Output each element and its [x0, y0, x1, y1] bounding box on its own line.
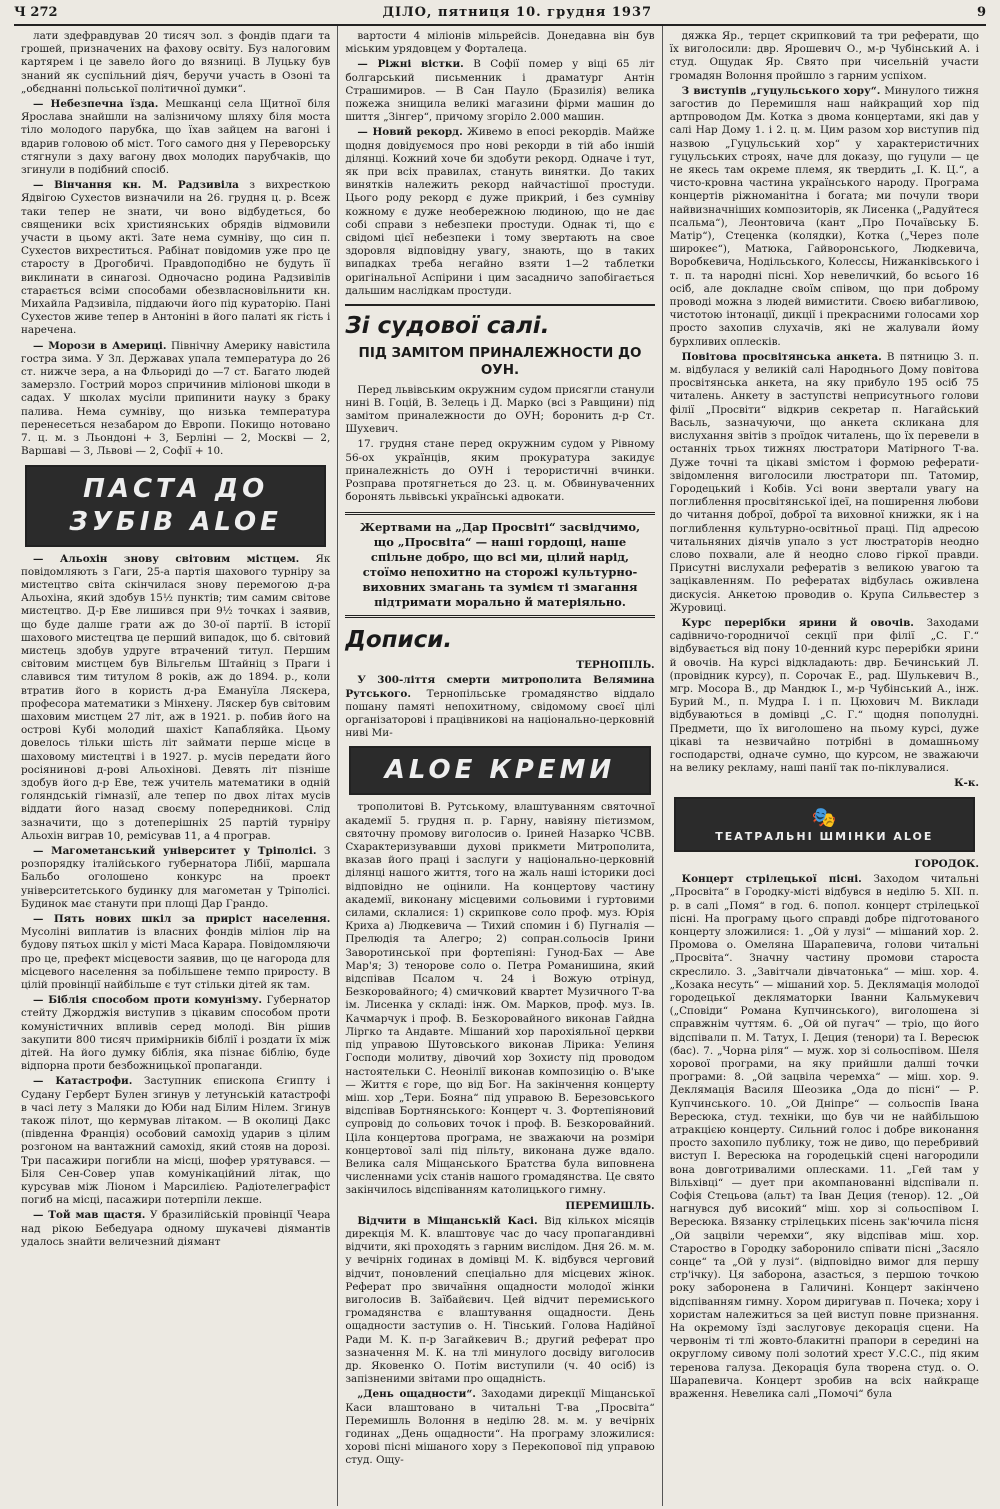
article: [21, 179, 330, 337]
article-text: вартости 4 міліонів мільрейсів. Донедавна він був міським урядовцем у Форталеца.: [345, 30, 655, 56]
dateline: ГОРОДОК.: [914, 857, 979, 870]
article-headline: — Біблія способом проти комунізму.: [33, 994, 262, 1007]
divider: [345, 304, 654, 306]
article-headline: „День ощадности“.: [357, 1388, 476, 1401]
article-text: Мусоліні виплатив із власних фондів міліон лір на будову пятьох шкіл у місті Маса Карара. Повідомляючи про це, префект місцевости заявив, що це нагорода для місцевого населення за побільшене темпо приросту. В цілій провінції найбільше є тут стільки дітей як там.: [21, 926, 331, 992]
article: [345, 1388, 654, 1467]
column-3: [662, 26, 986, 1506]
article-text: У бразилійській провінції Чеара над рікою Бебедуара одному шукачеві діямантів удалось знайти величезний діямант: [21, 1209, 331, 1248]
masthead-title: ДІЛО, пятниця 10. грудня 1937: [382, 4, 653, 20]
article-headline: — Небезпечна їзда.: [33, 98, 159, 111]
appeal-box: Жертвами на „Дар Просвіті“ засвідчимо, що „Просвіта“ — наші гордощі, наше спільне добро, що всі ми, цілий нарід, стоїмо непохитно на сторожі культурно-виховних змагань та зумієм ті змагання підтримати морально й матеріяльно.: [345, 512, 654, 618]
dateline: ТЕРНОПІЛЬ.: [576, 659, 655, 672]
article-headline: — Ріжні вістки.: [357, 58, 464, 71]
article: [21, 553, 330, 843]
advertisement-theatre-makeup: [674, 797, 975, 852]
article-text: Заходами дирекції Міщанської Каси влаштовано в читальні Т-ва „Просвіта“ Перемишль Волоння в неділю 28. м. м. у вечірніх годинах „День ощадности“. На програму зложилися: хорові пісні мішаного хору з Перекопової під управою студ. Ощу-: [345, 1388, 655, 1467]
subheading: ПІД ЗАМІТОМ ПРИНАЛЕЖНОСТИ ДО ОУН.: [358, 345, 642, 379]
page-number-right: 9: [976, 4, 986, 20]
article-headline: — Магометанський університет у Тріполісі.: [33, 845, 317, 857]
article-headline: Вiдчити в Міщанській Касі.: [357, 1214, 538, 1227]
article-text: Мешканці села Щитної біля Ярослава знайшли на залізничому шляху біля моста тіло молодого парубка, що їхав зайцем на вагоні і вдарив головою об міст. Того самого дня у Переворську стягнули з даху вагону двох молодих парубчаків, що згинули в подібний спосіб.: [21, 98, 331, 177]
article-text: трополитові В. Рутському, влаштуванням святочної академії 5. грудня п. р. Гарну, навіяну пієтизмом, святочну промову виголосив о. Іриней Назарко ЧСВВ. Схарактеризувавши духові прикмети Митрополита, вказав його праці і заслуги у національно-церковній ділянці нашого життя, того на жаль наші історики досі відповідно не оцінили. На концертову частину академії, виконану місцевими сольовими і гуртовими силами, склалися: 1) скрипкове соло проф. муз. Юрія Криха а) Людкевича — Тихий спомин і б) Пугналія — Прелюдія та Алегро; 2) сопран.сольосів Ірини Заворотинської при фортепіяні: Гунод-Бах — Аве Мар'я; 3) тенорове соло о. Петра Романишина, який відспівав Псалом ч. 24 і Вожую отрінуд, Безкоровайного; 4) смичковий квартет Музичного Т-ва ім. Лисенка у складі: інж. Ом. Марков, проф. муз. Ів. Качмарчук і проф. В. Безкоровайного виконав Гайдна Ліргко та Андавте. Мішаний хор парохіяльної церкви під управою Шутовського виконав Лірика: Уелиня Господи молитву, дівочий хор Зохисту під проводом настоятельки С. Неонілії виконав композицію о. В'ыке — Життя є горе, що від Бог. На закінчення концерту міш. хор „Тери. Бояна“ під управою В. Березовського відспівав Бортнянського: Концерт ч. 3. Фортепіяновий супровід до сольових точок і проф. В. Безкоровайний. Ціла концертова програма, не зважаючи на розміри концертової залі під пільту, виконана дуже вдало. Велика саля Міщанського Братства була виповнена численнами усіх станів нашого громадянства. Це свято закінчилось відспіванням католицького гимну.: [345, 801, 655, 1197]
article-text: Від кількох місяців дирекція М. К. влаштовує час до часу пропагандивні відчити, які проходять з гарним вислідом. Дня 26. м. м. у вечірніх годинах в домівці М. К. відбувся черговий відчит, поновлений спеціально для місцевих жінок. Реферат про звичаїння ощадности молодої жінки виголосив В. Заїбайєвич. Цей відчит перемиського громадянства є влаштування ощадности. День ощадности заступив о. Н. Тінський. Голова Надійної Ради М. К. п-р Загайкевич В.; другий реферат про зазначення М. К. на тлі минулого досвіду виголосив др. Яковенко О. Потім виступили (ч. 40 осіб) із запізненими звітами про ощадність.: [345, 1214, 655, 1386]
masthead: [14, 0, 986, 26]
article-text: В Софії помер у віці 65 літ болгарський письменник і драматург Антін Страшимиров. — В Сан Пауло (Бразилія) велика пожежа знищила великі магазини фірми машин до шиття „Зінгер“, причому згоріло 2.000 машин.: [345, 58, 655, 124]
advertisement-cream: [349, 746, 650, 795]
ad-text: ПАСТА ДО ЗУБІВ ALOE: [69, 473, 282, 537]
article-text: лати здефравдував 20 тисяч зол. з фондів пдаги та грошей, призначених на фахову освіту. Буз налоговим картярем і це завело його до вязниці. В Луцьку був знаний як суспільний діяч, беручи участь в Озоні та „обєднанні польської політичної думки“.: [21, 30, 331, 95]
article-text: Як повідомляють з Гаги, 25-а партія шахового турніру за мистецтво світа скінчилася знову перемогою д-ра Альохіна, який здобув 15½ пунктів; тим самим світове мистецтво. Д-р Еве лишився при 9½ точках і заявив, що буде далше грати аж до 30-ої партії. В історії шахового мистецтва це перший випадок, що б. світовий мистець здобув удруге втрачений титул. Першим світовим мистцем був Вільгельм Штайніц з Праги і славився тим титулом 8 років, аж до 1894. р., коли втратив його в користь д-ра Емануїла Ляскера, професора математики з Мінхену. Ляскер був світовим шаховим мистцем 27 літ, аж в 1921. р. побив його на острові Кубі молодий шахіст Капабляйка. Цьому довелось тільки шість літ займати перше місце в шаховому мистецтві і в 1927. р. мусів передати його росіянинові д-рові Альохінові. Девять літ пізніше здобув його д-р Еве, теж учитель математики в одній голяндській гімназії, але тепер по двох літах мусів віддати його назад своєму попередникові. Слід зазначити, що з дотеперішніх 25 партій турніру Альохін виграв 10, ремісував 11, а 4 програв.: [21, 552, 331, 842]
column-2: [337, 26, 661, 1506]
article: [670, 617, 979, 775]
article: [21, 994, 330, 1073]
article-text: з вихресткою Ядвігою Сухестов визначили на 26. грудня ц. р. Всеж таки тепер не знати, чи воно відбудеться, бо священики всіх християнських обрядів відмовили участи в цьому акті. Зате нема сумніву, що син п. Сухестов вихреститься. Рабінат повідомив уже про це старосту в Дрогобичі. Правдоподібно не будуть її виклинати в синагозі. Одночасно родина Радзивілів старається всіми способами обезвласновільнити кн. Михайла Радзивіла, піддаючи його під кураторію. Пані Сухестов живе тепер в Антоніні в його палаті як гість і наречена.: [21, 179, 331, 337]
article: [21, 1075, 330, 1207]
article-headline: — Новий рекорд.: [357, 126, 463, 139]
article-text: 17. грудня стане перед окружним судом у Рівному 56-ох українців, яким прокуратура закидує приналежність до ОУН і терористичні вчинки. Розправа протягнеться до 23. ц. м. Обвинуваченних боронять львівські українські адвокати.: [345, 438, 655, 504]
article: [21, 98, 330, 177]
article-headline: Повітова просвітянська анкета.: [681, 350, 882, 363]
article: [345, 126, 654, 298]
article-text: З розпорядку італійського губернатора Лібії, маршала Бальбо оголошено конкурс на проект університетського будинку для магометан у Тріполісі. Будинок має станути при площі Дар Грандо.: [21, 845, 331, 910]
article-headline: У 300-ліття смерти митрополита Велямина Рутського.: [345, 674, 655, 700]
ad-text: ALOE КРЕМИ: [384, 755, 616, 786]
theatre-masks-icon: 🎭: [811, 804, 837, 829]
article-headline: — Альохін знову світовим містцем.: [33, 552, 300, 565]
column-1: [14, 26, 337, 1506]
article-headline: — Катастрофи.: [33, 1075, 133, 1088]
article: [670, 85, 979, 349]
article-text: Живемо в епосі рекордів. Майже щодня довідуємося про нові рекорди в тій або іншій ділянці. Кожний хоче би здобути рекорд. Одначе і тут, як при всіх правилах, стануть винятки. До таких винятків належить рекорд найчастішої простуди. Цього роду рекорд є дуже прикрий, і без сумніву кожному є дуже необережною людиною, що не дає собі справи з небезпеки простуди. Однак ті, що є свідомі цієї небезпеки і тому звертають на свое здоровля відповідну увагу, знають, що в таких випадках треба негайно взяти 1—2 таблетки оригінальної Аспірини і цим засадничо запобігається дальшим наслідкам простуди.: [345, 126, 655, 297]
article-text: дяжка Яр., терцет скрипковий та три реферати, що їх виголосили: двр. Ярошевич О., м-р Чубінський А. і студ. Ощудак Яр. Свято при чисельній участи громадян Волоння пройшло з гарним успіхом.: [669, 30, 979, 82]
article-headline: — Морози в Америці.: [33, 339, 167, 352]
article: [345, 1215, 654, 1387]
article-text: Заходами садівничо-городничої секції при філії „С. Г.“ відбувається від пону 10-денний курс перерібки ярини й овочів. На курсі відкладають: двр. Бечинський Л. (провідник курсу), п. Сорочак Е., рад. Шулькевич В., мгр. Мосора В., др Мандюк І., м-р Чубінський А., інж. Бурий М., п. Мудра І. і п. Цюхович М. Виклади відбуваються в домівці „С. Г.“ щодня пополудні. Предмети, що їх виголошено на пьому курсі, дуже цікаві та незвичайно потрібні в домашньому господарстві, одначе сумно, що курсом, не зважаючи на велику рекламу, наші панії так по-піклувалися.: [669, 616, 979, 775]
article: [670, 351, 979, 615]
article: [21, 340, 330, 459]
article-text: Губернатор стейту Джорджія виступив з цікавим способом проти комуністичних впливів серед молоді. Він рішив закупити 800 тисяч примірників біблії і роздати їх між дітей. На його думку біблія, яка пізнає біблію, буде відпорна проти безбожницької пропаганди.: [21, 994, 331, 1073]
ad-text: ТЕАТРАЛЬНІ ШМІНКИ ALOE: [715, 829, 934, 843]
article: [21, 913, 330, 992]
article-headline: Концерт стрілецької пісні.: [681, 873, 862, 886]
article-text: Перед львівським окружним судом присягли станули нині В. Гоцій, В. Зелець і Д. Марко (всі з Равщини) під замітом приналежности до ОУН; боронить д-р Ст. Шухевич.: [345, 383, 655, 436]
article-headline: Курс перерібки ярини й овочів.: [681, 616, 914, 629]
dateline: ПЕРЕМИШЛЬ.: [565, 1199, 655, 1212]
article: [345, 674, 654, 740]
section-heading: Зі судової салі.: [345, 313, 550, 340]
article: [21, 845, 330, 911]
article-text: Заходом читальні „Просвіта“ в Городку-місті відбувся в неділю 5. XII. п. р. в салі „Помя“ в год. 6. попол. концерт стрілецької пісні. На програму цього справді добре підготованого концерту зложилися: 1. „Ой у лузі“ — мішаний хор. 2. Промова о. Омеляна Шарапевича, голови читальні „Просвіта“. Значну частину промови староста скреслило. 3. „Завітчали дівчатонька“ — міш. хор. 4. „Козака несуть“ — мішаний хор. 5. Деклямація молодої городецької декляматорки Іванни Кальмукевич („Сповіди“ Романа Купчинського), виголошена зі справжнім чуттям. 6. „Ой ой пугач“ — тріо, що його відспівали п. М. Татух, І. Деция (тенори) та І. Вересюк (бас). 7. „Чорна ріля“ — муж. хор зі сольоспівом. Шеля хорової програми, на яку прийшли далші точки програми: 8. „Ой зацвіла черемха“ — міш. хор. 9. Деклямація Василя Шеозика „Ода до пісні“ — Р. Купчинського. 10. „Ой Дніпре“ — сольоспів Івана Вересюка, студ. техніки, що був чи не найбільшою атракцією концерту. Сильний голос і добре виконання просто захопило публику, тож не диво, що перебривий виступ І. Вересюка на городецькій сцені нагородили вона довготривалими оплесками. 11. „Гей там у Вільхівці“ — дует при акомпанованні відспівали п. Софія Стецьова (альт) та Іван Деция (тенор). 12. „Ой нагнувся дуб високий“ міш. хор зі сольоспівом І. Вересюка. Вязанку стрілецьких пісень зак'ючила пісня „Ой зацвіли черемхи“, яку відспівав міш. хор. Староство в Городку заборонило співати пісні „Засяло сонце“ та „Ой у лузі“. (відповідно вимог для першу стр'ічку). Ця заборона, азасться, з першою точкою року заборонена в Галичині. Концерт закінчено відспіванням гимну. Хором диригував п. Почека; хору і хористам належиться за цей виступ повне признання. На окремому їзді заслуговує декорація сцени. На червонім ті тлі жовто-блакитні прапори в середині на округлому сивому полі золотий хрест У.С.С., під яким теренова галуза. Декорація була творена студ. о. О. Шарапевича. Концерт зробив на всіх найкраще враження. Невелика салі „Помочі“ була: [669, 873, 979, 1401]
article-text: Заступник єпископа Єгипту і Судану Герберт Булен згинув у летунській катастрофі в часі лету з Маляки до Юби над Білим Нілем. Згинув також пілот, що кермував літаком. — В околиці Дакс (південна Франція) особовий самохід ударив з цілим розгоном на вантажний самохід, який стояв на дорозі. Три пасажири погибли на місці, шофер урятувався. — Біля Сен-Совер упав комунікаційний літак, що курсував між Ліоном і Марсилією. Радіотелеграфіст погиб на місці, пасажири потерпіли лекше.: [21, 1075, 331, 1207]
article-headline: — Вінчання кн. М. Радзивіла: [33, 179, 239, 192]
columns: [14, 26, 986, 1506]
article-headline: З виступів „гуцульського хору“.: [681, 84, 881, 97]
article-text: В пятницю 3. п. м. відбулася у великій салі Народнього Дому повітова просвітянська анкета, на яку прибуло 195 осіб 75 читалень. Анкету в заступстві неприсутнього голови філії „Просвіти“ відкрив секретар п. Нагайський Васьль, зазначуючи, що анкета скликана для вислухання звітів з проїдок читалень, що їх перевели в останніх трьох тижнях люстратори Матірного Т-ва. Дуже точні та цікаві змістом і формою реферати-звідомлення виголосили люстратори пп. Татомир, Городецький і Кобів. Усі вони звертали увагу на поглиблення просвітянської ідеї, на поширення любови до читання доброї, доброї та виховної книжки, як і на поглиблення культурно-освітньої праці. Під адресою читальняних діячів упало з уст люстраторів неодно слово похвали, але й неодно слово гіркої правди. Присутні вислухали рефератів з великою увагою та зацікавленням. По рефератах відбулась оживлена дискусія. Анкетою проводив о. Крупа Сильвестер з Журовиці.: [669, 350, 979, 614]
page-number-left: Ч 272: [14, 4, 58, 20]
article: [670, 873, 979, 1401]
article-headline: — Пять нових шкіл за приріст населення.: [33, 913, 331, 926]
article-text: Минулого тижня загостив до Перемишля наш найкращий хор під артпроводом Дм. Котка з двома концертами, які дав у салі Нар Дому 1. і 2. ц. м. Цим разом хор виступив під назвою „Гуцульський хор“ у характеристичних гуцульських строях, наче для доказу, що гуцули — це не якесь там окреме племя, як твердить „І. К. Ц.“, а чисто-кровна частина українського народу. Програма концертів ріжноманітна і богата; ми почули твори найвизначніших композиторів, як Лисенка („Радуйтеся псальма“), Леонтовича (кант „Про Почаївську Б. Матір“), Стеценка (колядки), Котка („Через поле широкеє“), Матюка, Гайворонського, Людкевича, Воробкевича, Нодільського, Колессы, Нижанківського і т. п. та народні пісні. Хор невеличкий, бо всього 16 осіб, але докладне своїм співом, що при доброму проводі можна з людей вимистити. Своєю вибагливою, чистотою інтонації, дикції і прекрасними голосами хор просто захопив слухачів, які не жалували йому бурхливих оплесків.: [669, 84, 979, 348]
advertisement-toothpaste: [25, 465, 326, 547]
section-heading: Дописи.: [345, 627, 453, 653]
article-text: Тернопільське громадянство віддало пошану памяті непохитному, свідомому своєї цілі організаторові і працівникові на національно-церковній ниві Ми-: [345, 687, 655, 740]
article-headline: — Той мав щастя.: [33, 1209, 146, 1222]
signature: К-к.: [954, 777, 979, 790]
article: [21, 1209, 330, 1249]
article: [345, 58, 654, 124]
article-text: Північну Америку навістила гостра зима. У Зл. Державах упала температура до 26 ст. нижче зера, а на Фльориді до —7 ст. Багато людей замерзло. Гострий мороз спричинив міліонові шкоди в садах. У школах мусіли припинити науку з браку палива. Нема сумніву, що низька температура перенесеться незабаром до Европи. Покищо нотовано 7. ц. м. з Льондоні + 3, Берліні — 2, Москві — 2, Варшаві — 3, Львові — 2, Софії + 10.: [21, 339, 331, 458]
